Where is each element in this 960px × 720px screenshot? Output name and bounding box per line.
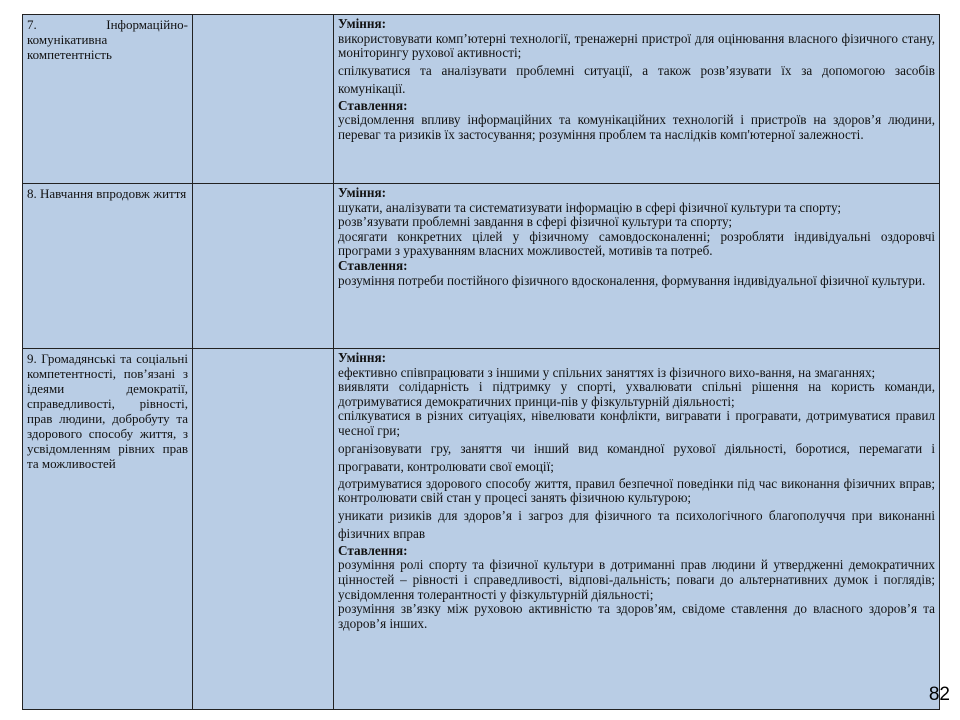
- attitude-heading: Ставлення:: [338, 257, 408, 273]
- skill-item: ефективно співпрацювати з іншими у спільних заняттях із фізичного вихо-вання, на змаганнях;: [338, 364, 876, 380]
- empty-cell: [193, 15, 334, 184]
- skill-item: спілкуватися в різних ситуаціях, нівелювати конфлікти, вигравати і програвати, дотримуватися правил чесної гри;: [338, 408, 935, 438]
- competence-content: [334, 15, 940, 184]
- skill-item: дотримуватися здорового способу життя, правил безпечної поведінки під час виконання фізичних вправ; контролювати свій стан у процесі занять фізичною культурою;: [338, 475, 935, 506]
- table-row: [23, 349, 940, 710]
- attitude-heading: Ставлення:: [338, 542, 408, 558]
- attitude-heading: Ставлення:: [338, 97, 408, 113]
- competence-name: 9. Громадянські та соціальні компетентності, пов’язані з ідеями демократії, справедливості, рівності, прав людини, добробуту та здорового способу життя, з усвідомленням рівних прав та можливостей: [23, 349, 193, 710]
- table-row: [23, 184, 940, 349]
- competence-table: [22, 14, 940, 710]
- skill-item: спілкуватися та аналізувати проблемні ситуації, а також розв’язувати їх за допомогою засобів комунікації.: [338, 62, 935, 96]
- skill-item: уникати ризиків для здоров’я і загроз для фізичного та психологічного благополуччя при виконанні фізичних вправ: [338, 507, 935, 541]
- empty-cell: [193, 349, 334, 710]
- skills-heading: Уміння:: [338, 16, 386, 31]
- skills-heading: Уміння:: [338, 185, 386, 200]
- competence-content: [334, 349, 940, 710]
- skill-item: використовувати комп’ютерні технології, тренажерні пристрої для оцінювання власного фізичного стану, моніторингу рухової активності;: [338, 30, 935, 61]
- skill-item: організовувати гру, заняття чи інший вид командної рухової діяльності, боротися, перемагати і програвати, контролювати свої емоції;: [338, 440, 935, 474]
- skills-heading: Уміння:: [338, 350, 386, 365]
- attitude-item: розуміння потреби постійного фізичного вдосконалення, формування індивідуальної фізичної культури.: [338, 272, 926, 288]
- empty-cell: [193, 184, 334, 349]
- skill-item: розв’язувати проблемні завдання в сфері фізичної культури та спорту;: [338, 214, 733, 230]
- skill-item: досягати конкретних цілей у фізичному самовдосконаленні; розробляти індивідуальні оздоровчі програми з урахуванням власних можливостей, мотивів та потреб.: [338, 228, 935, 259]
- attitude-item: усвідомлення впливу інформаційних та комунікаційних технологій і пристроїв на здоров’я людини, переваг та ризиків їх застосування; розуміння проблем та наслідків комп'ютерної залежності.: [338, 112, 935, 142]
- table-row: [23, 15, 940, 184]
- attitude-item: розуміння ролі спорту та фізичної культури в дотриманні прав людини й утвердженні демократичних цінностей – рівності і справедливості, відпові-дальність; поваги до альтернативних думок і поглядів; усвідомлення толерантності у фізкультурній діяльності;: [338, 557, 935, 602]
- competence-content: [334, 184, 940, 349]
- skill-item: виявляти солідарність і підтримку у спорті, ухвалювати спільні рішення на користь команди, дотримуватися демократичних принци-пів у фізкультурній діяльності;: [338, 379, 935, 409]
- page-number: 82: [928, 684, 950, 705]
- skill-item: шукати, аналізувати та систематизувати інформацію в сфері фізичної культури та спорту;: [338, 199, 842, 215]
- competence-name: 7. Інформаційно-комунікативна компетентність: [23, 15, 193, 184]
- attitude-item: розуміння зв’язку між руховою активністю та здоров’ям, свідоме ставлення до власного здоров’я та здоров’я інших.: [338, 601, 935, 631]
- competence-name: 8. Навчання впродовж життя: [23, 184, 193, 349]
